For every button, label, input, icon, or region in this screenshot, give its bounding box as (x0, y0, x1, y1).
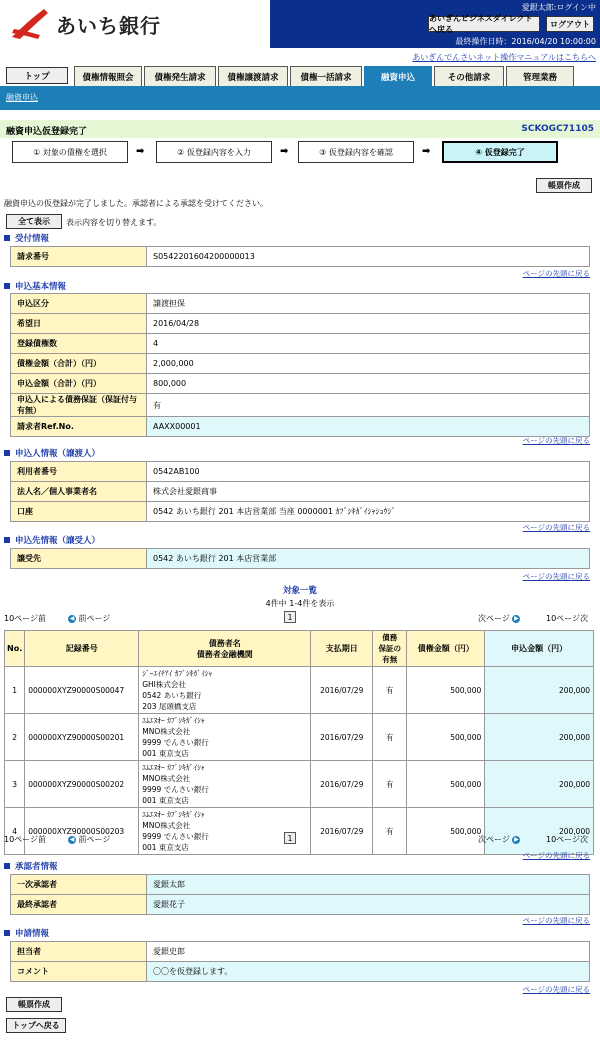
field-label: 口座 (11, 502, 147, 522)
receipt-table (10, 246, 590, 267)
table-row (5, 667, 594, 714)
basic-info-table (10, 293, 590, 437)
col-guarantee: 債務 保証の 有無 (373, 631, 407, 667)
claim-amount: 500,000 (407, 714, 485, 761)
apply-amount: 200,000 (485, 808, 594, 855)
field-label: 最終承認者 (11, 895, 147, 915)
section-request-title: 申請情報 (4, 927, 49, 939)
debtor-name: MNO株式会社 (142, 774, 191, 783)
debtor-bank: 9999 でんさい銀行 (142, 785, 209, 794)
person-in-charge: 愛銀史郎 (147, 942, 590, 962)
apply-amount: 200,000 (485, 714, 594, 761)
first-approver: 愛銀太郎 (147, 875, 590, 895)
step-arrow-icon: ➡ (136, 146, 145, 157)
requester-ref-no: AAXX00001 (147, 417, 590, 437)
debtor-name: GHI株式会社 (142, 680, 186, 689)
table-row (5, 761, 594, 808)
claim-count: 4 (147, 334, 590, 354)
step-3: ③ 仮登録内容を確認 (298, 141, 414, 163)
page-top-link[interactable]: ページの先頭に戻る (522, 851, 590, 860)
target-list-table (4, 630, 594, 855)
business-direct-button[interactable]: あいぎんビジネスダイレクトへ戻る (428, 16, 540, 32)
col-debtor: 債務者名 債務者金融機関 (139, 631, 311, 667)
due-date: 2016/07/29 (311, 714, 373, 761)
field-label: 申込金額（合計）（円） (11, 374, 147, 394)
row-no: 3 (5, 761, 25, 808)
bank-logo-icon (10, 7, 50, 41)
step-2: ② 仮登録内容を入力 (156, 141, 272, 163)
page-number[interactable]: 1 (284, 832, 296, 844)
debtor-branch: 203 尾頭橋支店 (142, 702, 197, 711)
guarantee: 有 (373, 761, 407, 808)
transferee: 0542 あいち銀行 201 本店営業部 (147, 549, 590, 569)
table-row (5, 714, 594, 761)
tab-claim-issue[interactable]: 債権発生請求 (144, 66, 216, 86)
guarantee: 有 (373, 667, 407, 714)
page-number[interactable]: 1 (284, 611, 296, 623)
field-label: コメント (11, 962, 147, 982)
row-no: 2 (5, 714, 25, 761)
approver-table (10, 874, 590, 915)
final-approver: 愛銀花子 (147, 895, 590, 915)
due-date: 2016/07/29 (311, 667, 373, 714)
login-status: 愛銀太郎:ログイン中 (521, 3, 596, 12)
col-apply-amount: 申込金額（円） (485, 631, 594, 667)
field-label: 申込区分 (11, 294, 147, 314)
debtor-name: MNO株式会社 (142, 727, 191, 736)
field-label: 利用者番号 (11, 462, 147, 482)
report-button-bottom[interactable]: 帳票作成 (6, 997, 62, 1012)
applicant-table (10, 461, 590, 522)
list-count: 4件中 1-4件を表示 (265, 599, 335, 608)
sub-nav-bar (0, 86, 600, 110)
section-basic-title: 申込基本情報 (4, 280, 66, 292)
debtor-info (139, 761, 311, 808)
field-label: 登録債権数 (11, 334, 147, 354)
prev-arrow-icon: ◀ (69, 835, 75, 843)
row-no: 1 (5, 667, 25, 714)
debtor-bank: 9999 でんさい銀行 (142, 832, 209, 841)
prev-page-label: 前ページ (78, 835, 111, 844)
field-label: 一次承認者 (11, 875, 147, 895)
last-operation-time: 最終操作日時：2016/04/20 10:00:00 (455, 37, 596, 46)
tab-bulk-request[interactable]: 債権一括請求 (290, 66, 362, 86)
next-arrow-icon: ▶ (514, 835, 519, 843)
table-row (5, 808, 594, 855)
next-arrow-icon: ▶ (514, 614, 519, 622)
page-title: 融資申込仮登録完了 (6, 127, 88, 137)
report-button[interactable]: 帳票作成 (536, 178, 592, 193)
tab-top[interactable]: トップ (6, 67, 68, 84)
claim-amount-total: 2,000,000 (147, 354, 590, 374)
debtor-info (139, 714, 311, 761)
manual-link[interactable]: あいぎんでんさいネット操作マニュアルはこちらへ (412, 53, 596, 62)
user-number: 0542AB100 (147, 462, 590, 482)
record-number: 000000XYZ90000S00201 (25, 714, 139, 761)
col-claim-amount: 債権金額（円） (407, 631, 485, 667)
claim-amount: 500,000 (407, 667, 485, 714)
section-receipt-title: 受付情報 (4, 232, 49, 244)
claim-amount: 500,000 (407, 808, 485, 855)
field-label: 担当者 (11, 942, 147, 962)
field-label: 希望日 (11, 314, 147, 334)
application-amount-total: 800,000 (147, 374, 590, 394)
debtor-info (139, 667, 311, 714)
debtor-info (139, 808, 311, 855)
debtor-bank: 0542 あいち銀行 (142, 691, 202, 700)
page-top-link[interactable]: ページの先頭に戻る (522, 985, 590, 994)
comment: 〇〇を仮登録します。 (147, 962, 590, 982)
tab-management[interactable]: 管理業務 (506, 66, 574, 86)
step-arrow-icon: ➡ (280, 146, 289, 157)
tab-loan-application[interactable]: 融資申込 (364, 66, 432, 86)
due-date: 2016/07/29 (311, 808, 373, 855)
screen-id: SCKOGC71105 (521, 124, 594, 134)
page-top-link[interactable]: ページの先頭に戻る (522, 269, 590, 278)
apply-amount: 200,000 (485, 667, 594, 714)
sub-nav-loan-link[interactable]: 融資申込 (6, 93, 38, 102)
claim-amount: 500,000 (407, 761, 485, 808)
tab-other-requests[interactable]: その他請求 (434, 66, 504, 86)
completion-message: 融資申込の仮登録が完了しました。承認者による承認を受けてください。 (4, 199, 268, 208)
section-applicant-title: 申込人情報（譲渡人） (4, 447, 100, 459)
page-top-link[interactable]: ページの先頭に戻る (522, 523, 590, 532)
field-label: 請求者Ref.No. (11, 417, 147, 437)
account: 0542 あいち銀行 201 本店営業部 当座 0000001 ｶﾌﾞｼｷｶﾞｲｼｬｼｮｳｼﾞ (147, 502, 590, 522)
field-label: 法人名／個人事業者名 (11, 482, 147, 502)
application-type: 譲渡担保 (147, 294, 590, 314)
prev-10-pages[interactable]: 10ページ前 (4, 835, 47, 844)
page-top-link[interactable]: ページの先頭に戻る (522, 436, 590, 445)
destination-table (10, 548, 590, 569)
next-10-pages[interactable]: 10ページ次 (546, 614, 589, 623)
field-label: 譲受先 (11, 549, 147, 569)
guarantee: 有 (373, 714, 407, 761)
record-number: 000000XYZ90000S00047 (25, 667, 139, 714)
debtor-branch: 001 東京支店 (142, 843, 189, 852)
prev-10-pages[interactable]: 10ページ前 (4, 614, 47, 623)
debtor-name: MNO株式会社 (142, 821, 191, 830)
prev-page[interactable] (68, 613, 110, 624)
company-name: 株式会社愛銀商事 (147, 482, 590, 502)
record-number: 000000XYZ90000S00202 (25, 761, 139, 808)
next-page[interactable] (478, 613, 520, 624)
bank-name: あいち銀行 (56, 14, 161, 38)
apply-amount: 200,000 (485, 761, 594, 808)
debtor-kana: ｴﾑｴﾇｵｰ ｶﾌﾞｼｷｶﾞｲｼｬ (142, 716, 205, 725)
request-table (10, 941, 590, 982)
debtor-kana: ｴﾑｴﾇｵｰ ｶﾌﾞｼｷｶﾞｲｼｬ (142, 763, 205, 772)
next-page-label: 次ページ (478, 835, 510, 844)
next-10-pages[interactable]: 10ページ次 (546, 835, 589, 844)
desired-date: 2016/04/28 (147, 314, 590, 334)
row-no: 4 (5, 808, 25, 855)
section-approver-title: 承認者情報 (4, 860, 58, 872)
show-all-button[interactable]: 全て表示 (6, 214, 62, 229)
due-date: 2016/07/29 (311, 761, 373, 808)
debtor-branch: 001 東京支店 (142, 749, 189, 758)
next-page[interactable] (478, 834, 520, 845)
debtor-kana: ｼﾞｰｴｲﾁｱｲ ｶﾌﾞｼｷｶﾞｲｼｬ (142, 669, 213, 678)
tab-claim-inquiry[interactable]: 債権情報照会 (74, 66, 142, 86)
field-label: 債権金額（合計）（円） (11, 354, 147, 374)
prev-page[interactable] (68, 834, 110, 845)
step-arrow-icon: ➡ (422, 146, 431, 157)
next-page-label: 次ページ (478, 614, 510, 623)
page-top-link[interactable]: ページの先頭に戻る (522, 572, 590, 581)
prev-arrow-icon: ◀ (69, 614, 75, 622)
page-top-link[interactable]: ページの先頭に戻る (522, 916, 590, 925)
record-number: 000000XYZ90000S00203 (25, 808, 139, 855)
section-destination-title: 申込先情報（譲受人） (4, 534, 100, 546)
debtor-kana: ｴﾑｴﾇｵｰ ｶﾌﾞｼｷｶﾞｲｼｬ (142, 810, 205, 819)
list-title: 対象一覧 (282, 586, 317, 596)
title-bar (0, 120, 600, 138)
tab-claim-transfer[interactable]: 債権譲渡請求 (218, 66, 288, 86)
field-label: 申込人による債務保証（保証付与有無） (11, 394, 147, 417)
guarantee: 有 (373, 808, 407, 855)
step-1: ① 対象の債権を選択 (12, 141, 128, 163)
request-number: S0542201604200000013 (147, 247, 590, 267)
debtor-bank: 9999 でんさい銀行 (142, 738, 209, 747)
back-to-top-button[interactable]: トップへ戻る (6, 1018, 66, 1033)
logout-button[interactable]: ログアウト (546, 16, 594, 32)
col-due-date: 支払期日 (311, 631, 373, 667)
show-all-note: 表示内容を切り替えます。 (66, 218, 162, 227)
debtor-branch: 001 東京支店 (142, 796, 189, 805)
prev-page-label: 前ページ (78, 614, 111, 623)
col-no: No. (5, 631, 25, 667)
col-record-number: 記録番号 (25, 631, 139, 667)
field-label: 請求番号 (11, 247, 147, 267)
table-header-row (5, 631, 594, 667)
guarantee-flag: 有 (147, 394, 590, 417)
step-4-current: ④ 仮登録完了 (442, 141, 558, 163)
